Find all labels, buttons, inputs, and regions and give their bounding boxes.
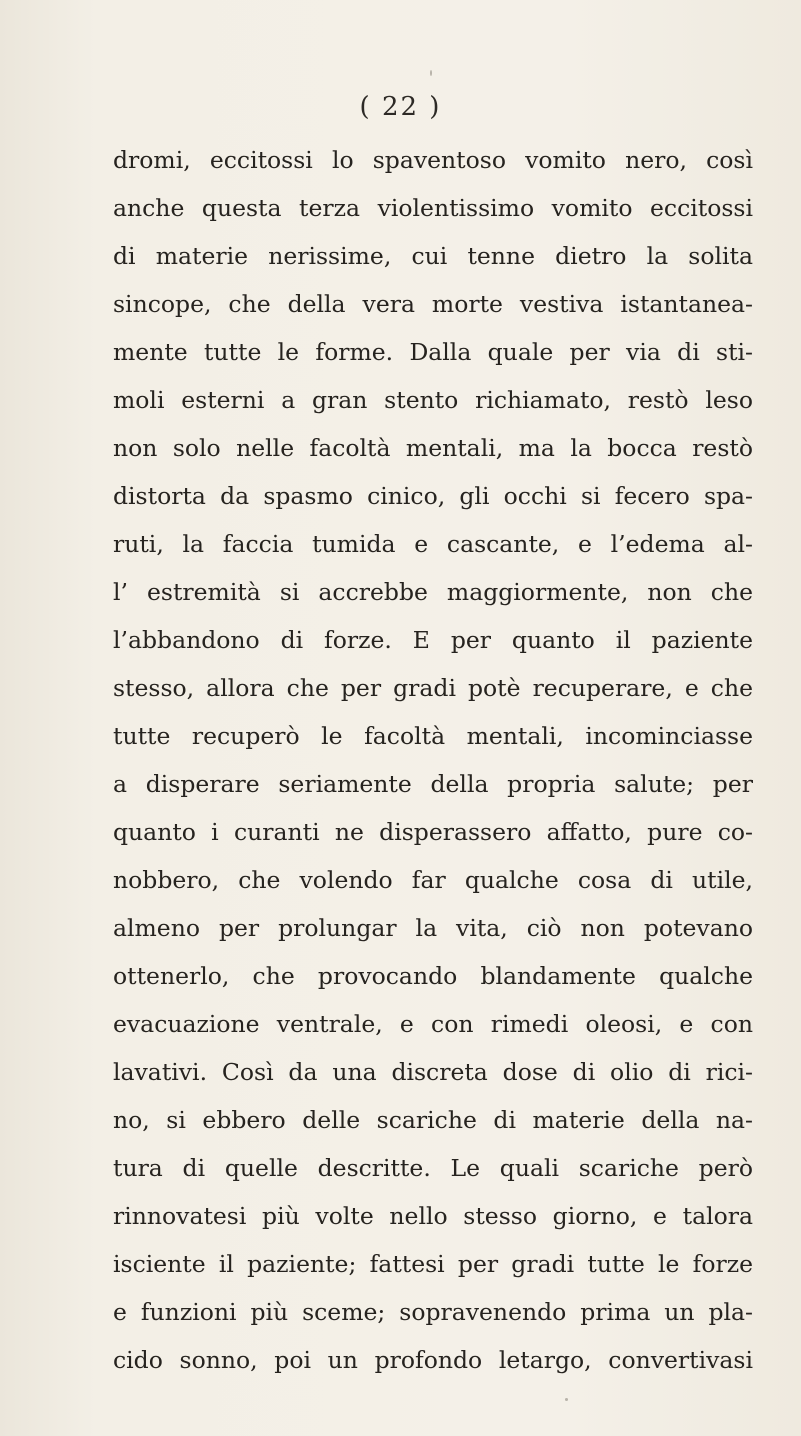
- text-line: evacuazione ventrale, e con rimedi oleosi, e con: [113, 1010, 753, 1038]
- text-line: e funzioni più sceme; sopravenendo prima un pla-: [113, 1298, 753, 1326]
- text-line: tura di quelle descritte. Le quali scariche però: [113, 1154, 753, 1182]
- text-line: sincope, che della vera morte vestiva istantanea-: [113, 290, 753, 318]
- text-line: lavativi. Così da una discreta dose di olio di rici-: [113, 1058, 753, 1086]
- paper-speck: [565, 1398, 568, 1401]
- text-line: dromi, eccitossi lo spaventoso vomito nero, così: [113, 146, 753, 174]
- text-line: a disperare seriamente della propria salute; per: [113, 770, 753, 798]
- text-line: l’abbandono di forze. E per quanto il paziente: [113, 626, 753, 654]
- body-text: [113, 136, 753, 1384]
- text-line: ruti, la faccia tumida e cascante, e l’edema al-: [113, 530, 753, 558]
- text-line: non solo nelle facoltà mentali, ma la bocca restò: [113, 434, 753, 462]
- text-line: cido sonno, poi un profondo letargo, convertivasi: [113, 1346, 753, 1374]
- text-line: moli esterni a gran stento richiamato, restò leso: [113, 386, 753, 414]
- text-line: almeno per prolungar la vita, ciò non potevano: [113, 914, 753, 942]
- text-line: isciente il paziente; fattesi per gradi tutte le forze: [113, 1250, 753, 1278]
- text-line: tutte recuperò le facoltà mentali, incominciasse: [113, 722, 753, 750]
- text-line: rinnovatesi più volte nello stesso giorno, e talora: [113, 1202, 753, 1230]
- text-line: ottenerlo, che provocando blandamente qualche: [113, 962, 753, 990]
- text-line: no, si ebbero delle scariche di materie della na-: [113, 1106, 753, 1134]
- paper-speck: [430, 70, 432, 76]
- text-line: di materie nerissime, cui tenne dietro la solita: [113, 242, 753, 270]
- text-line: quanto i curanti ne disperassero affatto, pure co-: [113, 818, 753, 846]
- text-line: mente tutte le forme. Dalla quale per via di sti-: [113, 338, 753, 366]
- text-line: nobbero, che volendo far qualche cosa di utile,: [113, 866, 753, 894]
- text-line: distorta da spasmo cinico, gli occhi si fecero spa-: [113, 482, 753, 510]
- text-line: anche questa terza violentissimo vomito eccitossi: [113, 194, 753, 222]
- text-line: stesso, allora che per gradi potè recuperare, e che: [113, 674, 753, 702]
- page-number: ( 22 ): [359, 92, 442, 122]
- text-line: l’ estremità si accrebbe maggiormente, non che: [113, 578, 753, 606]
